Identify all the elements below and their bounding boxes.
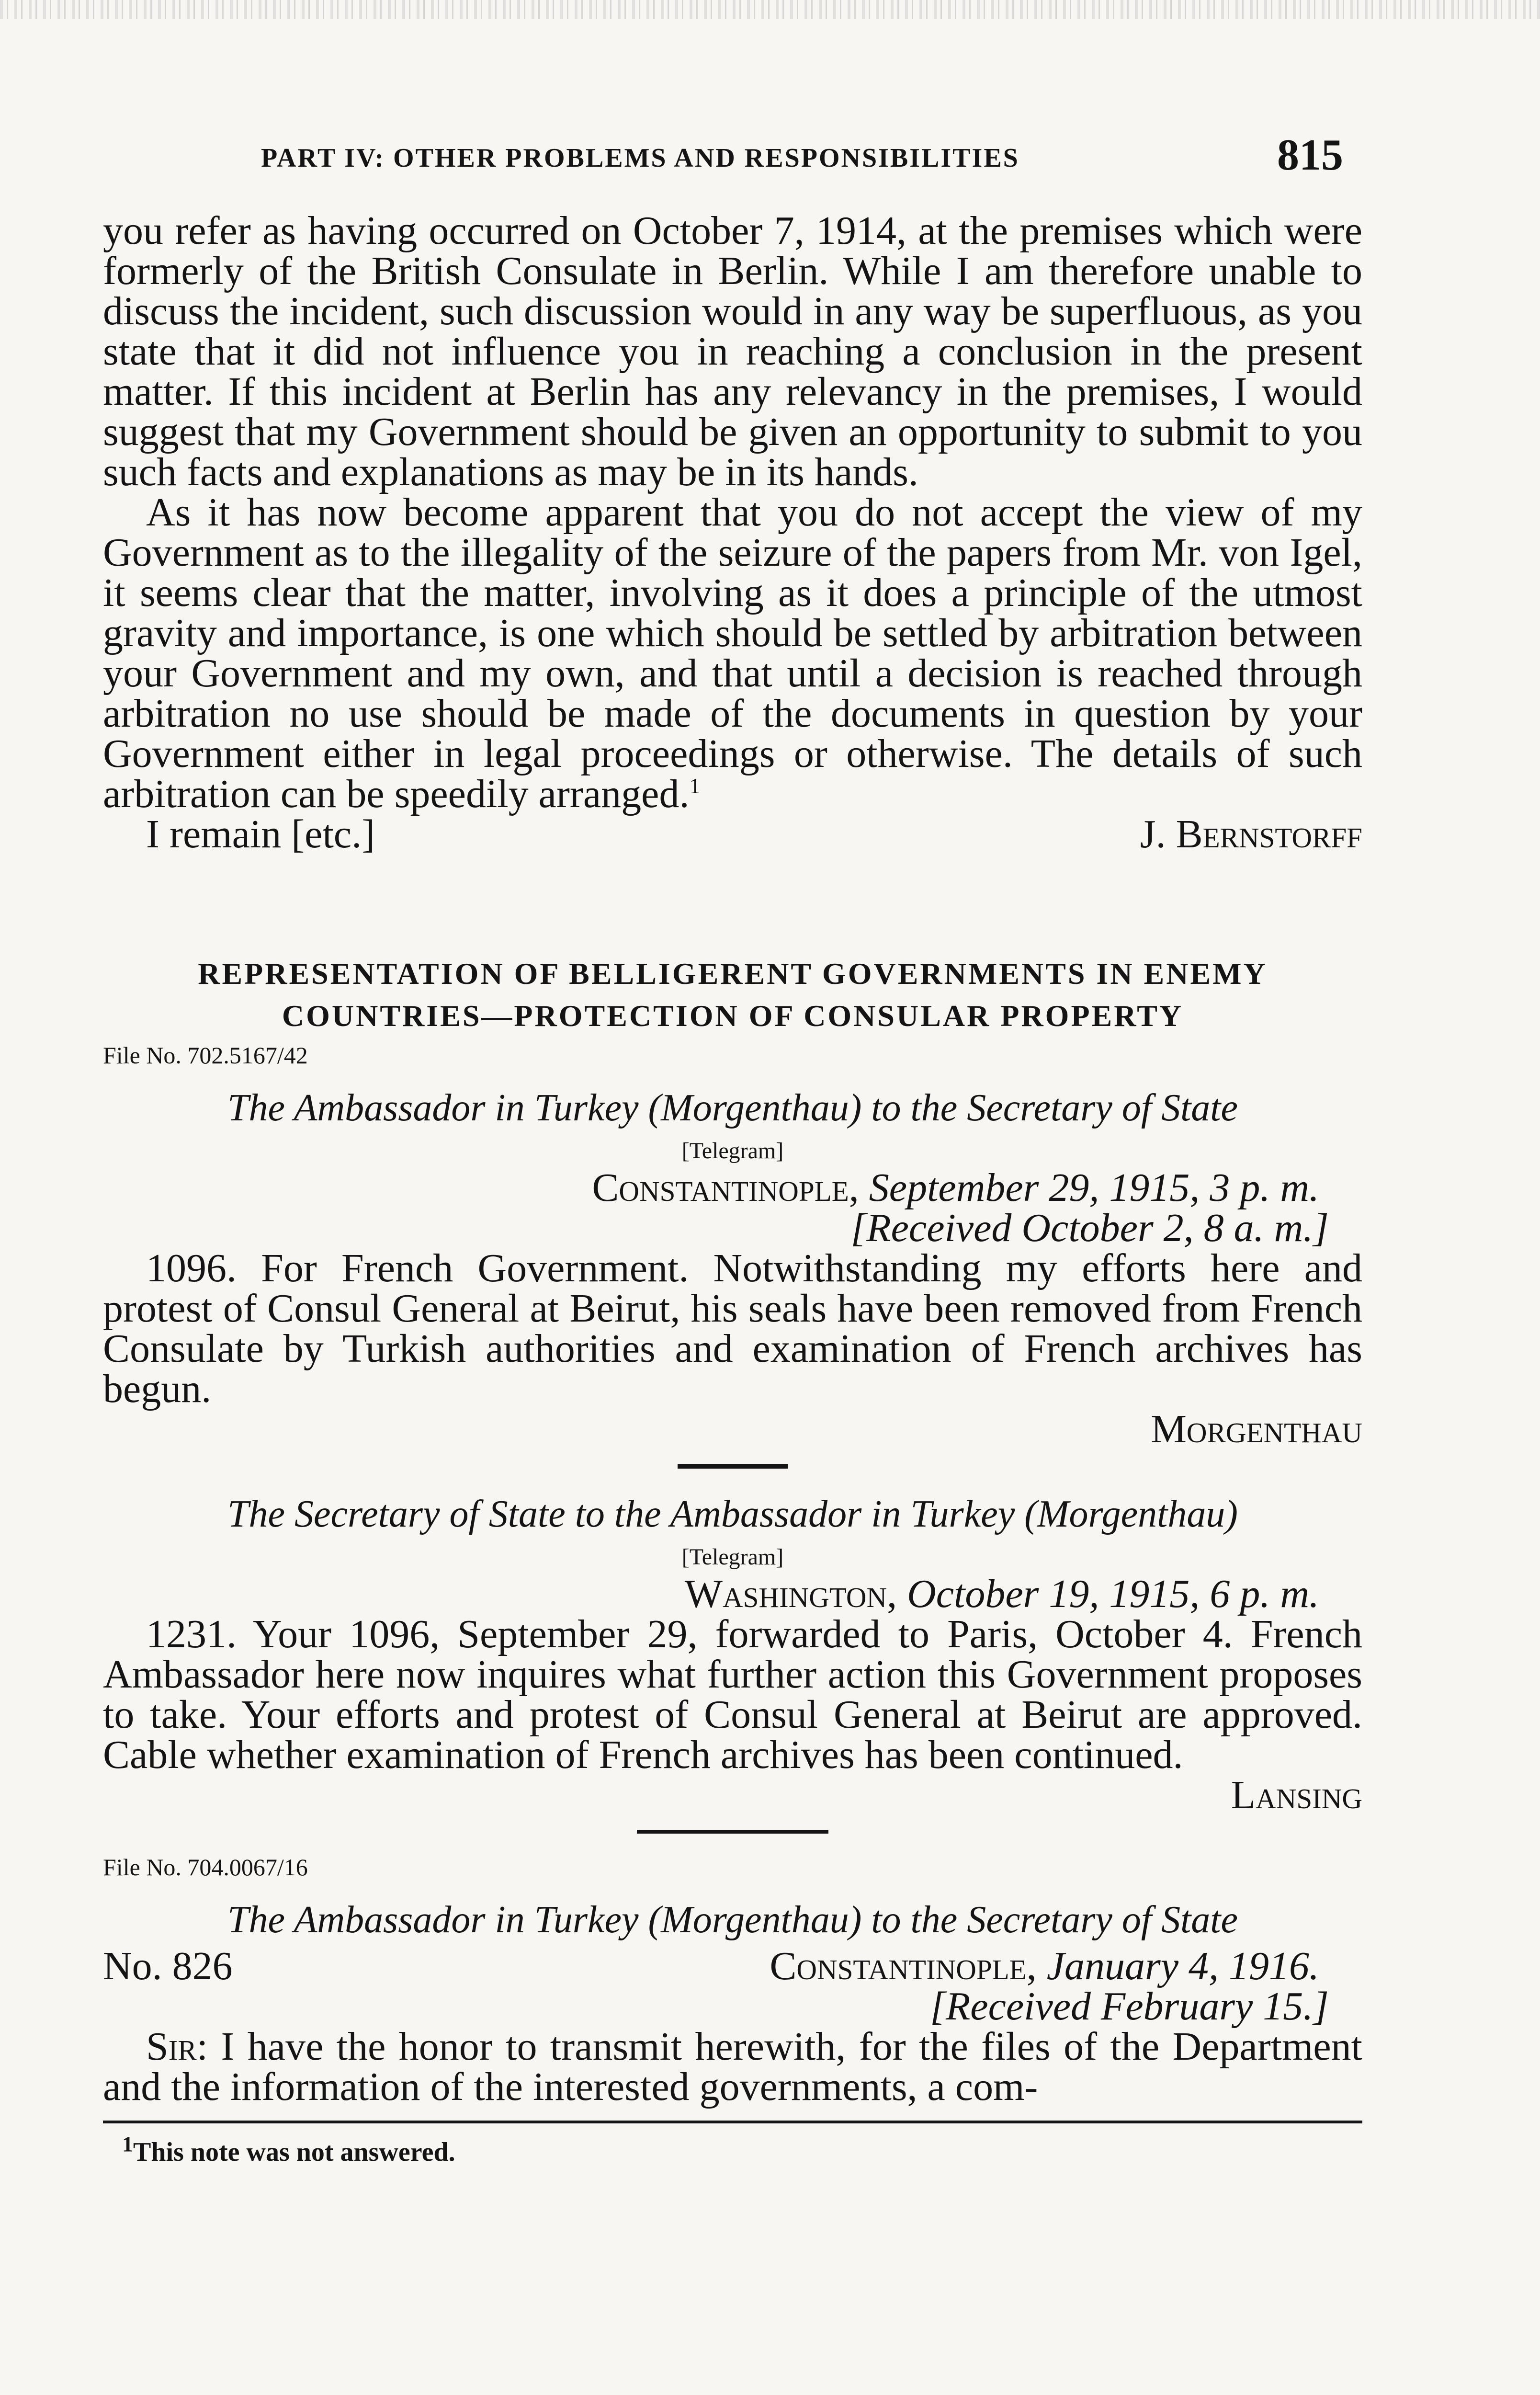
telegram-body: 1096. For French Government. Notwithstanding my efforts here and protest of Consul General at Beirut, his seals have been removed from French Consulate by Turkish authorities and examination of French archives has begun.	[103, 1246, 1362, 1411]
document-title: The Secretary of State to the Ambassador in Turkey (Morgenthau)	[227, 1493, 1238, 1535]
received-line	[103, 1986, 1362, 2027]
despatch-number-row	[103, 1946, 1362, 1986]
document-type: [Telegram]	[681, 1544, 784, 1570]
despatch-number: No. 826	[103, 1944, 233, 1988]
telegram-body: 1231. Your 1096, September 29, forwarded to Paris, October 4. French Ambassador here now inquires what further action this Government proposes to take. Your efforts and protest of Consul General at Beirut are approved. Cable whether examination of French archives has been continued.	[103, 1612, 1362, 1777]
scan-edge	[0, 0, 1540, 19]
file-number: File No. 704.0067/16	[103, 1854, 308, 1881]
page-number: 815	[1277, 130, 1343, 179]
dateline	[103, 1165, 1362, 1210]
signature: J. Bernstorff	[1140, 812, 1362, 856]
section-title-line: COUNTRIES—PROTECTION OF CONSULAR PROPERTY	[282, 999, 1184, 1033]
file-number: File No. 702.5167/42	[103, 1042, 308, 1069]
signature: Morgenthau	[1151, 1407, 1362, 1451]
dateline-date: January 4, 1916.	[1046, 1944, 1319, 1988]
footnote-ref: 1	[689, 774, 701, 798]
closing: I remain [etc.]	[146, 812, 375, 856]
document-title: The Ambassador in Turkey (Morgenthau) to the Secretary of State	[227, 1087, 1238, 1129]
page-header	[261, 129, 1343, 182]
letter-paragraph	[103, 492, 1362, 814]
despatch-body	[103, 2024, 1362, 2109]
page-body	[103, 208, 1362, 2171]
dateline	[770, 1946, 1362, 1986]
closing-row	[103, 814, 1362, 855]
running-head: PART IV: OTHER PROBLEMS AND RESPONSIBILITIES	[261, 143, 1019, 173]
received-date: [Received October 2, 8 a. m.]	[850, 1206, 1329, 1250]
separator-rule	[637, 1830, 828, 1834]
salutation: Sir:	[146, 2024, 208, 2069]
footnote-marker: 1	[122, 2132, 133, 2156]
signature: Lansing	[1231, 1773, 1362, 1817]
section-title	[103, 953, 1362, 1037]
separator-rule	[678, 1464, 788, 1469]
dateline-place: Washington,	[684, 1572, 897, 1616]
dateline	[103, 1574, 1362, 1614]
dateline-place: Constantinople,	[770, 1944, 1037, 1988]
received-date: [Received February 15.]	[930, 1984, 1329, 2029]
document-type: [Telegram]	[681, 1138, 784, 1163]
document-title: The Ambassador in Turkey (Morgenthau) to the Secretary of State	[227, 1899, 1238, 1941]
received-line	[103, 1208, 1362, 1248]
paragraph-text: As it has now become apparent that you do not accept the view of my Government as to the illegality of the seizure of the papers from Mr. von Igel, it seems clear that the matter, involving as it does a principle of the utmost gravity and importance, is one which should be settled by arbitration between your Government and my own, and that until a decision is reached through arbitration no use should be made of the documents in question by your Government either in legal proceedings or otherwise. The details of such arbitration can be speedily arranged.	[103, 490, 1362, 816]
footnote-rule	[103, 2121, 1362, 2123]
dateline-date: October 19, 1915, 6 p. m.	[907, 1572, 1319, 1616]
dateline-date: September 29, 1915, 3 p. m.	[869, 1165, 1319, 1210]
letter-paragraph: you refer as having occurred on October 7, 1914, at the premises which were formerly of the British Consulate in Berlin. While I am therefore unable to discuss the incident, such discussion would in any way be superfluous, as you state that it did not influence you in reaching a conclusion in the present matter. If this incident at Berlin has any relevancy in the premises, I would suggest that my Government should be given an opportunity to submit to you such facts and explanations as may be in its hands.	[103, 208, 1362, 494]
despatch-text: I have the honor to transmit herewith, for the files of the Department and the information of the interested governments, a com-	[103, 2024, 1362, 2109]
footnote	[103, 2133, 1362, 2171]
dateline-place: Constantinople,	[592, 1165, 859, 1210]
footnote-text: This note was not answered.	[133, 2137, 455, 2167]
section-title-line: REPRESENTATION OF BELLIGERENT GOVERNMENTS IN ENEMY	[198, 957, 1268, 991]
